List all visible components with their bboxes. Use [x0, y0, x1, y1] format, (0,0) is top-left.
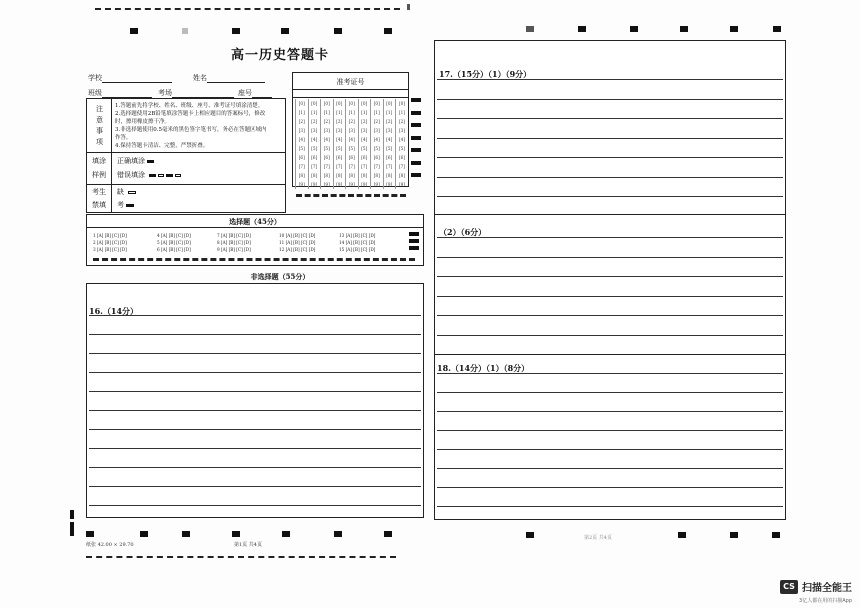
exam-id-bubble[interactable]: [2] — [308, 117, 321, 126]
choice-item[interactable]: 8 [A] [B] [C] [D] — [217, 240, 251, 245]
answer-line — [437, 99, 783, 100]
exam-id-bubble[interactable]: [6] — [308, 153, 321, 162]
timing-mark — [630, 26, 638, 32]
exam-id-side-mark — [411, 148, 421, 152]
exam-id-row — [296, 108, 409, 117]
exam-id-bubble[interactable]: [0] — [346, 99, 359, 108]
timing-mark — [730, 532, 738, 538]
exam-id-row — [296, 126, 409, 135]
exam-id-bubble[interactable]: [3] — [396, 126, 409, 135]
exam-id-bubble[interactable]: [2] — [346, 117, 359, 126]
exam-id-bubble[interactable]: [0] — [358, 99, 371, 108]
exam-id-bubble[interactable]: [7] — [321, 162, 334, 171]
page-number-right: 第2页 共4页 — [584, 535, 612, 541]
exam-id-bubble[interactable]: [4] — [396, 135, 409, 144]
timing-mark — [130, 28, 138, 34]
exam-id-bubble[interactable]: [8] — [371, 171, 384, 180]
exam-id-bubble[interactable]: [1] — [371, 108, 384, 117]
exam-id-bubble[interactable]: [6] — [346, 153, 359, 162]
choice-mark — [409, 246, 419, 250]
exam-id-bubble[interactable]: [5] — [321, 144, 334, 153]
exam-id-bubble[interactable]: [3] — [346, 126, 359, 135]
timing-mark — [232, 28, 240, 34]
exam-id-bubble[interactable]: [8] — [396, 171, 409, 180]
correct-fill-example: 正确填涂 — [117, 156, 154, 166]
answer-line — [89, 486, 421, 487]
answer-line — [437, 276, 783, 277]
exam-id-bubble[interactable]: [9] — [371, 180, 384, 189]
exam-id-bubble[interactable]: [1] — [333, 108, 346, 117]
exam-id-bubble[interactable]: [9] — [333, 180, 346, 189]
instructions-box — [86, 98, 286, 213]
exam-id-bubble[interactable]: [0] — [371, 99, 384, 108]
exam-id-bubble-grid[interactable] — [295, 99, 408, 189]
choice-item[interactable]: 3 [A] [B] [C] [D] — [93, 247, 127, 252]
exam-id-bubble[interactable]: [8] — [346, 171, 359, 180]
exam-id-bubble[interactable]: [9] — [296, 180, 309, 189]
answer-line — [437, 296, 783, 297]
exam-id-bubble[interactable]: [4] — [321, 135, 334, 144]
exam-id-bubble[interactable]: [3] — [308, 126, 321, 135]
exam-id-side-mark — [411, 173, 421, 177]
name-field[interactable] — [193, 73, 265, 83]
choice-item[interactable]: 6 [A] [B] [C] [D] — [157, 247, 191, 252]
exam-id-bubble[interactable]: [8] — [333, 171, 346, 180]
exam-id-bubble[interactable]: [3] — [296, 126, 309, 135]
exam-id-bubble[interactable]: [9] — [383, 180, 396, 189]
exam-id-bubble[interactable]: [5] — [358, 144, 371, 153]
timing-mark — [526, 532, 534, 538]
corner-mark — [407, 4, 410, 10]
absent-label-1: 考生 — [92, 188, 106, 196]
answer-line — [437, 335, 783, 336]
exam-id-bubble[interactable]: [8] — [358, 171, 371, 180]
q16-answer-box[interactable] — [86, 283, 424, 518]
timing-mark — [86, 531, 94, 537]
side-mark — [70, 510, 74, 519]
answer-line — [89, 467, 421, 468]
exam-id-box — [292, 72, 409, 187]
exam-id-bubble[interactable]: [1] — [383, 108, 396, 117]
answer-line — [437, 237, 783, 238]
paper-size: 纸张 42.00 × 29.70 — [86, 542, 134, 548]
exam-id-bubble[interactable]: [1] — [321, 108, 334, 117]
answer-line — [89, 505, 421, 506]
class-label: 班级 — [88, 89, 102, 97]
exam-bubble[interactable]: 考 — [117, 200, 134, 210]
exam-id-bubble[interactable]: [0] — [308, 99, 321, 108]
exam-id-bubble[interactable]: [5] — [383, 144, 396, 153]
exam-id-row — [296, 180, 409, 189]
notes-label: 注 意 事 项 — [96, 105, 103, 146]
answer-line — [89, 429, 421, 430]
exam-id-bubble[interactable]: [2] — [358, 117, 371, 126]
wrong-fill-example: 错误填涂 — [117, 170, 181, 180]
answer-line — [89, 353, 421, 354]
exam-id-title: 准考证号 — [336, 78, 365, 86]
exam-id-bubble[interactable]: [5] — [333, 144, 346, 153]
absent-bubble[interactable]: 缺 — [117, 187, 136, 197]
exam-id-bubble[interactable]: [5] — [346, 144, 359, 153]
answer-line — [437, 196, 783, 197]
timing-mark — [678, 532, 686, 538]
q17-2-answer-box[interactable] — [434, 215, 786, 355]
top-cut-line — [95, 8, 400, 10]
answer-line — [437, 79, 783, 80]
exam-id-bubble[interactable]: [9] — [308, 180, 321, 189]
exam-id-bubble[interactable]: [5] — [308, 144, 321, 153]
exam-id-bubble[interactable]: [4] — [383, 135, 396, 144]
exam-id-bubble[interactable]: [4] — [308, 135, 321, 144]
exam-id-bubble[interactable]: [0] — [333, 99, 346, 108]
answer-line — [89, 391, 421, 392]
exam-id-bubble[interactable]: [1] — [358, 108, 371, 117]
school-field[interactable] — [88, 73, 172, 83]
exam-id-bubble[interactable]: [2] — [371, 117, 384, 126]
q17-answer-box[interactable] — [434, 40, 786, 215]
exam-id-bubble[interactable]: [3] — [358, 126, 371, 135]
q16-heading: 16.（14分） — [89, 306, 139, 316]
exam-id-side-mark — [411, 161, 421, 165]
choice-item[interactable]: 12 [A] [B] [C] [D] — [279, 247, 316, 252]
answer-line — [437, 257, 783, 258]
exam-id-bubble[interactable]: [5] — [296, 144, 309, 153]
answer-line — [437, 468, 783, 469]
exam-id-bubble[interactable]: [0] — [321, 99, 334, 108]
exam-id-bubble[interactable]: [2] — [383, 117, 396, 126]
q18-heading: 18.（14分）（1）（8分） — [437, 363, 530, 373]
choice-item[interactable]: 15 [A] [B] [C] [D] — [339, 247, 376, 252]
answer-line — [89, 315, 421, 316]
exam-id-bubble[interactable]: [1] — [396, 108, 409, 117]
example-label: 样例 — [92, 171, 106, 179]
q17-2-heading: （2）（6分） — [439, 227, 487, 237]
camscanner-logo: CS — [780, 580, 798, 594]
exam-id-bubble[interactable]: [7] — [383, 162, 396, 171]
timing-mark — [140, 531, 148, 537]
exam-id-row — [296, 135, 409, 144]
exam-id-dash — [296, 194, 406, 197]
choice-mark — [409, 232, 419, 236]
notes-text: 1.答题前先将学校、姓名、班级、座号、准考证号填涂清楚。 2.选择题使用2B铅笔填涂答题卡上相应题目的答案标号，修改 时，擦用橡皮擦干净。 3.非选择题使用0.5毫米的黑色签字笔书写，务必在答题区域内 作答。 4.保持答题卡清洁、完整，严禁折叠。 — [115, 103, 267, 149]
exam-id-bubble[interactable]: [4] — [358, 135, 371, 144]
exam-id-bubble[interactable]: [3] — [383, 126, 396, 135]
timing-mark — [773, 26, 781, 32]
class-field[interactable] — [88, 88, 152, 98]
exam-id-row — [296, 99, 409, 108]
answer-line — [437, 392, 783, 393]
answer-line — [437, 430, 783, 431]
exam-id-bubble[interactable]: [6] — [371, 153, 384, 162]
exam-id-bubble[interactable]: [2] — [333, 117, 346, 126]
exam-id-bubble[interactable]: [4] — [296, 135, 309, 144]
exam-id-bubble[interactable]: [2] — [296, 117, 309, 126]
exam-id-bubble[interactable]: [7] — [308, 162, 321, 171]
answer-line — [437, 373, 783, 374]
exam-id-bubble[interactable]: [2] — [396, 117, 409, 126]
exam-id-row — [296, 171, 409, 180]
exam-id-bubble[interactable]: [7] — [346, 162, 359, 171]
exam-id-bubble[interactable]: [3] — [371, 126, 384, 135]
exam-id-bubble[interactable]: [8] — [296, 171, 309, 180]
exam-id-bubble[interactable]: [9] — [321, 180, 334, 189]
exam-id-row — [296, 117, 409, 126]
timing-mark — [281, 28, 289, 34]
timing-mark — [730, 26, 738, 32]
answer-line — [437, 449, 783, 450]
choice-section — [86, 214, 424, 266]
exam-id-bubble[interactable]: [9] — [358, 180, 371, 189]
absent-label-2: 禁填 — [92, 201, 106, 209]
exam-id-side-mark — [411, 98, 421, 102]
choice-item[interactable]: 13 [A] [B] [C] [D] — [339, 233, 376, 238]
answer-line — [437, 411, 783, 412]
timing-mark — [384, 531, 392, 537]
answer-line — [437, 506, 783, 507]
choice-mark — [409, 239, 419, 243]
choice-item[interactable]: 5 [A] [B] [C] [D] — [157, 240, 191, 245]
page-number-left: 第1页 共4页 — [234, 542, 262, 548]
choice-item[interactable]: 11 [A] [B] [C] [D] — [279, 240, 316, 245]
exam-id-bubble[interactable]: [6] — [358, 153, 371, 162]
exam-id-bubble[interactable]: [6] — [321, 153, 334, 162]
exam-room-field[interactable] — [158, 88, 234, 98]
choice-dash — [93, 258, 415, 261]
exam-id-row — [296, 144, 409, 153]
exam-id-bubble[interactable]: [7] — [333, 162, 346, 171]
exam-id-bubble[interactable]: [4] — [346, 135, 359, 144]
exam-room-label: 考场 — [158, 89, 172, 97]
timing-mark — [772, 532, 780, 538]
exam-id-bubble[interactable]: [0] — [296, 99, 309, 108]
choice-item[interactable]: 10 [A] [B] [C] [D] — [279, 233, 316, 238]
timing-mark — [334, 28, 342, 34]
seat-field[interactable] — [238, 88, 272, 98]
exam-id-bubble[interactable]: [8] — [308, 171, 321, 180]
exam-id-bubble[interactable]: [3] — [321, 126, 334, 135]
choice-title: 选择题（45分） — [229, 217, 281, 226]
seat-label: 座号 — [238, 89, 252, 97]
exam-id-bubble[interactable]: [4] — [371, 135, 384, 144]
answer-line — [89, 334, 421, 335]
q17-heading: 17.（15分）（1）（9分） — [439, 69, 532, 79]
camscanner-brand — [780, 579, 852, 594]
answer-line — [89, 410, 421, 411]
exam-id-bubble[interactable]: [6] — [296, 153, 309, 162]
school-label: 学校 — [88, 74, 102, 82]
exam-id-bubble[interactable]: [6] — [333, 153, 346, 162]
choice-item[interactable]: 2 [A] [B] [C] [D] — [93, 240, 127, 245]
exam-id-bubble[interactable]: [7] — [358, 162, 371, 171]
timing-mark — [384, 28, 392, 34]
timing-mark — [182, 531, 190, 537]
exam-id-bubble[interactable]: [1] — [296, 108, 309, 117]
answer-line — [437, 315, 783, 316]
exam-id-bubble[interactable]: [8] — [321, 171, 334, 180]
bottom-cut-line — [86, 556, 396, 558]
answer-line — [437, 118, 783, 119]
timing-mark — [680, 26, 688, 32]
exam-id-side-mark — [411, 123, 421, 127]
answer-line — [437, 487, 783, 488]
answer-line — [437, 138, 783, 139]
exam-id-bubble[interactable]: [6] — [383, 153, 396, 162]
exam-id-row — [296, 162, 409, 171]
choice-item[interactable]: 9 [A] [B] [C] [D] — [217, 247, 251, 252]
answer-line — [437, 157, 783, 158]
exam-id-side-mark — [411, 111, 421, 115]
choice-item[interactable]: 14 [A] [B] [C] [D] — [339, 240, 376, 245]
answer-line — [89, 448, 421, 449]
timing-mark — [578, 26, 586, 32]
timing-mark — [334, 531, 342, 537]
exam-id-bubble[interactable]: [0] — [396, 99, 409, 108]
camscanner-name: 扫描全能王 — [802, 583, 852, 594]
exam-id-bubble[interactable]: [7] — [396, 162, 409, 171]
exam-id-bubble[interactable]: [5] — [371, 144, 384, 153]
sheet-title: 高一历史答题卡 — [230, 48, 329, 63]
exam-id-bubble[interactable]: [6] — [396, 153, 409, 162]
exam-id-side-mark — [411, 136, 421, 140]
fill-label: 填涂 — [92, 157, 106, 165]
q18-answer-box[interactable] — [434, 355, 786, 520]
timing-mark — [526, 26, 534, 32]
timing-mark — [282, 531, 290, 537]
exam-id-bubble[interactable]: [7] — [296, 162, 309, 171]
exam-id-bubble[interactable]: [9] — [396, 180, 409, 189]
exam-id-bubble[interactable]: [0] — [383, 99, 396, 108]
side-mark — [70, 522, 74, 536]
timing-mark — [182, 28, 188, 34]
choice-item[interactable]: 4 [A] [B] [C] [D] — [157, 233, 191, 238]
exam-id-bubble[interactable]: [7] — [371, 162, 384, 171]
exam-id-bubble[interactable]: [4] — [333, 135, 346, 144]
answer-line — [437, 177, 783, 178]
exam-id-bubble[interactable]: [1] — [308, 108, 321, 117]
exam-id-bubble[interactable]: [3] — [333, 126, 346, 135]
answer-line — [89, 372, 421, 373]
exam-id-bubble[interactable]: [2] — [321, 117, 334, 126]
choice-item[interactable]: 7 [A] [B] [C] [D] — [217, 233, 251, 238]
exam-id-row — [296, 153, 409, 162]
timing-mark — [232, 531, 240, 537]
camscanner-tagline: 3亿人都在用的扫描App — [799, 598, 852, 604]
exam-id-bubble[interactable]: [8] — [383, 171, 396, 180]
exam-id-bubble[interactable]: [5] — [396, 144, 409, 153]
exam-id-bubble[interactable]: [1] — [346, 108, 359, 117]
exam-id-bubble[interactable]: [9] — [346, 180, 359, 189]
name-label: 姓名 — [193, 74, 207, 82]
choice-item[interactable]: 1 [A] [B] [C] [D] — [93, 233, 127, 238]
non-choice-title: 非选择题（55分） — [250, 272, 310, 281]
